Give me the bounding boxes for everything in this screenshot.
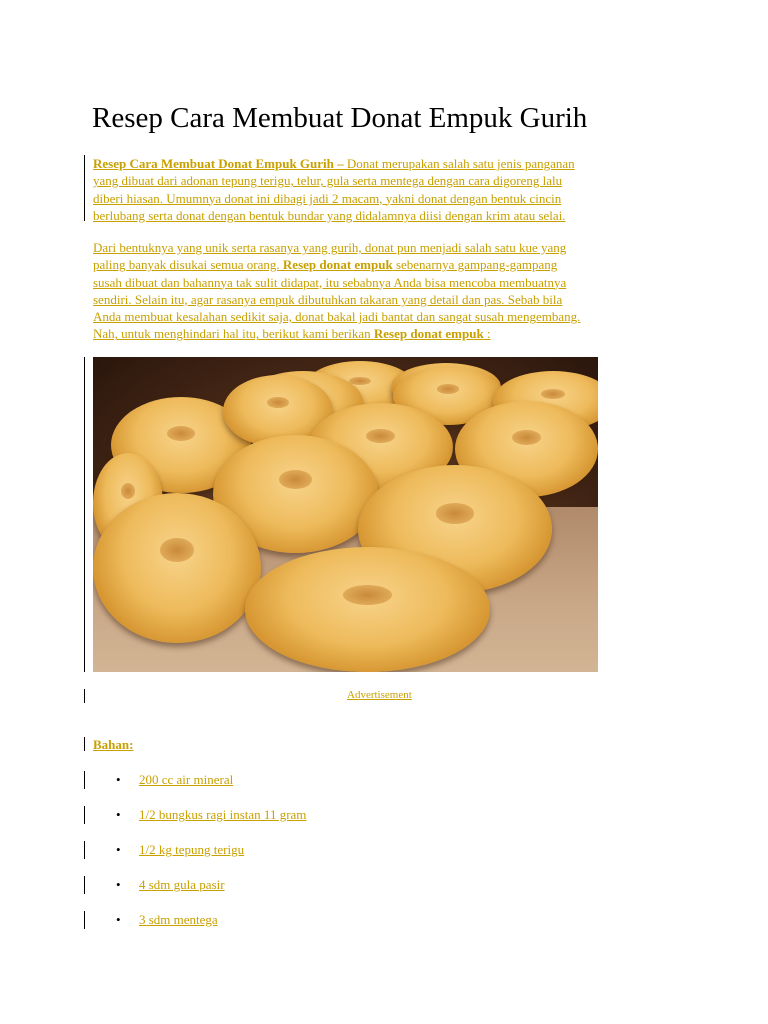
margin-bar <box>84 689 85 703</box>
intro-line: diberi hiasan. Umumnya donat ini dibagi jadi 2 macam, yakni donat dengan bentuk cincin <box>93 190 562 206</box>
ingredient-text: 4 sdm gula pasir <box>139 877 225 892</box>
intro-paragraph[interactable] <box>93 155 678 224</box>
margin-bar <box>84 841 85 859</box>
bullet-icon: • <box>116 772 121 787</box>
intro-line: yang dibuat dari adonan tepung terigu, telur, gula serta mentega dengan cara digoreng lalu <box>93 173 563 189</box>
body-line: susah dibuat dan bahannya tak sulit didapat, itu sebabnya Anda bisa mencoba membuatnya <box>93 274 567 290</box>
body-paragraph[interactable] <box>93 239 678 343</box>
ingredient-text: 200 cc air mineral <box>139 772 234 787</box>
intro-line: Resep Cara Membuat Donat Empuk Gurih – Donat merupakan salah satu jenis panganan <box>93 156 575 171</box>
ingredient-text: 1/2 bungkus ragi instan 11 gram <box>139 807 307 822</box>
body-line: sendiri. Selain itu, agar rasanya empuk dibutuhkan takaran yang detail dan pas. Sebab bila <box>93 291 563 307</box>
margin-bar <box>84 357 85 672</box>
donut-photo <box>93 357 598 672</box>
margin-bar <box>84 737 85 751</box>
ingredient-text: 1/2 kg tepung terigu <box>139 842 245 857</box>
body-line: Anda membuat kesalahan sedikit saja, donat bakal jadi bantat dan sangat susah mengembang. <box>93 309 581 325</box>
bullet-icon: • <box>116 842 121 857</box>
bullet-icon: • <box>116 877 121 892</box>
margin-bar <box>84 876 85 894</box>
intro-bold: Resep Cara Membuat Donat Empuk Gurih – <box>93 156 347 171</box>
body-line: Dari bentuknya yang unik serta rasanya yang gurih, donat pun menjadi salah satu kue yang <box>93 240 567 255</box>
body-line: Nah, untuk menghindari hal itu, berikut kami berikan Resep donat empuk : <box>93 326 491 342</box>
keyword-resep-donat-empuk: Resep donat empuk <box>373 326 484 342</box>
margin-bar <box>84 155 85 221</box>
ingredients-heading: Bahan: <box>93 737 134 752</box>
margin-bar <box>84 806 85 824</box>
bullet-icon: • <box>116 912 121 927</box>
page-title: Resep Cara Membuat Donat Empuk Gurih <box>92 102 588 134</box>
body-line: paling banyak disukai semua orang. Resep donat empuk sebenarnya gampang-gampang <box>93 257 558 273</box>
donut <box>245 547 490 672</box>
advertisement-link[interactable]: Advertisement <box>347 689 412 701</box>
margin-bar <box>84 771 85 789</box>
margin-bar <box>84 911 85 929</box>
donut <box>93 493 261 643</box>
bullet-icon: • <box>116 807 121 822</box>
intro-line: berlubang serta donat dengan bentuk bundar yang didalamnya diisi dengan krim atau selai. <box>93 207 566 223</box>
ingredient-text: 3 sdm mentega <box>139 912 218 927</box>
keyword-resep-donat-empuk: Resep donat empuk <box>282 257 393 273</box>
